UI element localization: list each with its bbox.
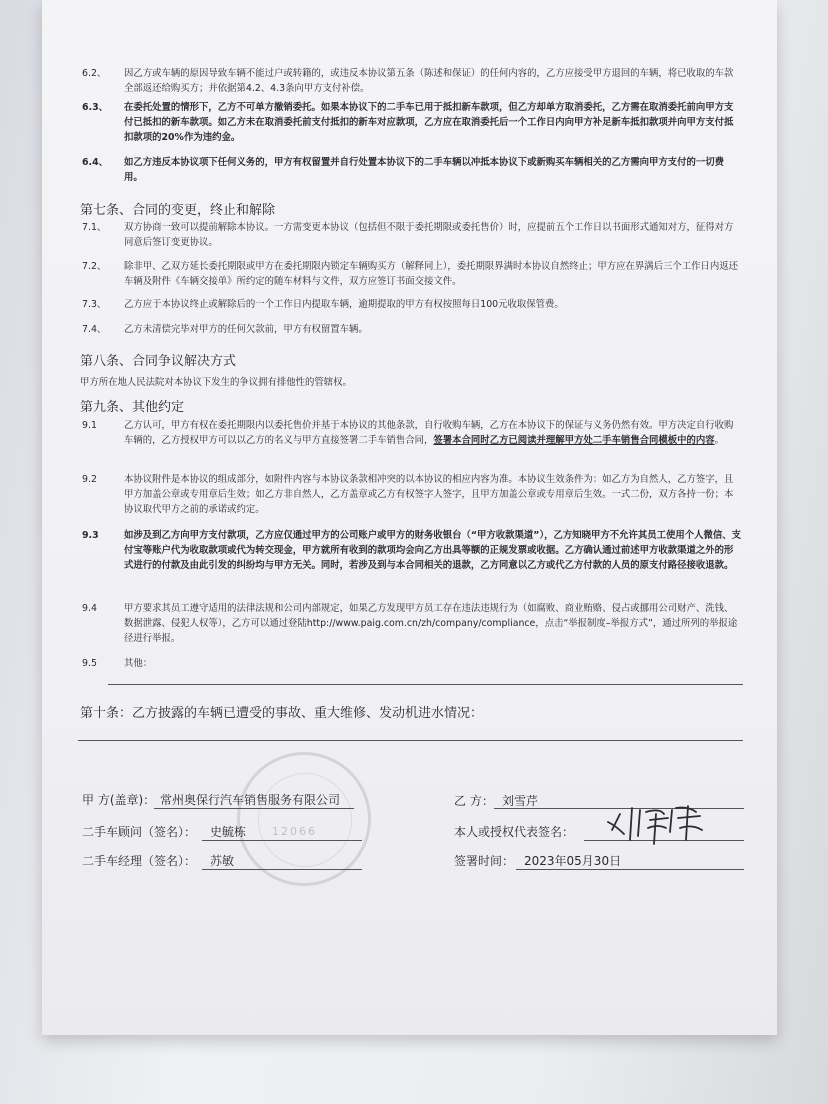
clause-7-4 — [82, 322, 742, 337]
clause-6-2 — [82, 66, 742, 96]
clause-text: 双方协商一致可以提前解除本协议。一方需变更本协议（包括但不限于委托期限或委托售价）时，应提前五个工作日以书面形式通知对方，征得对方同意后签订变更协议。 — [124, 222, 734, 248]
clause-9-3 — [82, 528, 742, 573]
article-7-heading: 第七条、合同的变更，终止和解除 — [80, 203, 276, 218]
clause-7-2 — [82, 259, 742, 289]
clause-text: 乙方应于本协议终止或解除后的一个工作日内提取车辆，逾期提取的甲方有权按照每日100元收取保管费。 — [124, 299, 564, 310]
clause-9-5 — [82, 656, 742, 671]
article-8-heading: 第八条、合同争议解决方式 — [80, 354, 237, 369]
clause-9-4 — [82, 601, 742, 646]
clause-text: 如涉及到乙方向甲方支付款项，乙方应仅通过甲方的公司账户或甲方的财务收银台（“甲方收款渠道”），乙方知晓甲方不允许其员工使用个人微信、支付宝等账户代为收取款项或代为转交现金，甲方就所有收到的款项均会向乙方出具等额的正规发票或收据。乙方确认通过前述甲方收款渠道之外的形式进行的付款及由此引发的纠纷均与甲方无关。同时，若涉及到与本合同相关的退款，乙方同意以乙方或代乙方付款的人员的原支付路径接收退款。 — [124, 530, 742, 571]
clause-tail: 。 — [714, 435, 725, 446]
clause-number: 9.1 — [82, 420, 97, 431]
clause-text: 乙方未清偿完毕对甲方的任何欠款前，甲方有权留置车辆。 — [124, 324, 368, 335]
clause-number: 9.3 — [82, 530, 99, 541]
fill-line — [78, 740, 743, 741]
party-a-label: 甲 方(盖章)： — [82, 793, 156, 807]
manager-label: 二手车经理（签名）： — [82, 854, 197, 868]
signature-line — [154, 808, 354, 809]
article-8-text: 甲方所在地人民法院对本协议下发生的争议拥有排他性的管辖权。 — [80, 377, 352, 388]
representative-label: 本人或授权代表签名： — [454, 825, 575, 839]
contract-page — [42, 0, 777, 1035]
consultant-label: 二手车顾问（签名）： — [82, 825, 197, 839]
fill-line — [108, 684, 743, 685]
clause-text: 除非甲、乙双方延长委托期限或甲方在委托期限内锁定车辆购买方（解释同上），委托期限界满时本协议自然终止；甲方应在界满后三个工作日内返还车辆及附件《车辆交接单》所约定的随车材料与文件，双方应签订书面交接文件。 — [124, 261, 739, 287]
clause-number: 7.2、 — [82, 261, 107, 272]
clause-text: 甲方要求其员工遵守适用的法律法规和公司内部规定，如果乙方发现甲方员工存在违法违规行为（如腐败、商业贿赂、侵占或挪用公司财产、洗钱、数据泄露、侵犯人权等），乙方可以通过登陆http://www.paig.com.cn/zh/company/compliance，点击“举报制度–举报方式”，通过所列的举报途径进行举报。 — [124, 603, 738, 644]
clause-text: 本协议附件是本协议的组成部分，如附件内容与本协议条款相冲突的以本协议的相应内容为准。本协议生效条件为：如乙方为自然人，乙方签字，且甲方加盖公章或专用章后生效；如乙方非自然人，乙方盖章或乙方有权签字人签字，且甲方加盖公章或专用章后生效。一式二份，双方各持一份；本协议取代甲方之前的承诺或约定。 — [124, 474, 734, 515]
party-a-value: 常州奥保行汽车销售服务有限公司 — [160, 793, 341, 807]
date-value: 2023年05月30日 — [524, 854, 622, 868]
article-9-heading: 第九条、其他约定 — [80, 400, 185, 415]
signature-line — [516, 869, 744, 870]
clause-6-4 — [82, 155, 742, 185]
clause-number: 6.4、 — [82, 157, 108, 168]
clause-number: 9.2 — [82, 474, 97, 485]
article-10-heading: 第十条：乙方披露的车辆已遭受的事故、重大维修、发动机进水情况： — [80, 706, 484, 721]
clause-text: 如乙方违反本协议项下任何义务的，甲方有权留置并自行处置本协议下的二手车辆以冲抵本协议下或新购买车辆相关的乙方需向甲方支付的一切费用。 — [124, 157, 725, 183]
clause-7-1 — [82, 220, 742, 250]
seal-number: 12066 — [272, 825, 317, 838]
clause-9-1 — [82, 418, 742, 448]
company-seal — [237, 752, 371, 886]
date-label: 签署时间： — [454, 854, 515, 868]
clause-number: 9.4 — [82, 603, 97, 614]
clause-number: 9.5 — [82, 658, 97, 669]
clause-text: 在委托处置的情形下，乙方不可单方撤销委托。如果本协议下的二手车已用于抵扣新车款项，但乙方却单方取消委托，乙方需在取消委托前向甲方支付已抵扣的新车款项。如乙方未在取消委托前支付抵扣的新车对应款项，乙方应在取消委托后一个工作日内向甲方补足新车抵扣款项并向甲方支付抵扣款项的20%作为违约金。 — [124, 102, 734, 143]
seal-inner-ring — [258, 773, 352, 867]
signature-line — [202, 840, 362, 841]
party-b-label: 乙 方： — [454, 794, 494, 808]
clause-6-3 — [82, 100, 742, 145]
party-b-value: 刘雪芹 — [502, 794, 539, 808]
clause-number: 7.4、 — [82, 324, 107, 335]
signature-line — [202, 869, 362, 870]
manager-value: 苏敏 — [210, 854, 235, 868]
clause-text: 乙方认可，甲方有权在委托期限内以委托售价并基于本协议的其他条款，自行收购车辆，乙方在本协议下的保证与义务仍然有效。甲方决定自行收购车辆的，乙方授权甲方可以以乙方的名义与甲方直接签署二手车销售合同， — [124, 420, 734, 446]
handwritten-signature — [602, 800, 722, 846]
clause-7-3 — [82, 297, 742, 312]
clause-number: 7.1、 — [82, 222, 107, 233]
clause-number: 6.2、 — [82, 68, 107, 79]
clause-text: 因乙方或车辆的原因导致车辆不能过户或转籍的，或违反本协议第五条（陈述和保证）的任何内容的，乙方应接受甲方退回的车辆，将已收取的车款全部返还给购买方；并依据第4.2、4.3条向甲方支付补偿。 — [124, 68, 734, 94]
clause-number: 7.3、 — [82, 299, 107, 310]
consultant-value: 史毓栋 — [210, 825, 247, 839]
clause-number: 6.3、 — [82, 102, 108, 113]
clause-emphasis: 签署本合同时乙方已阅读并理解甲方处二手车销售合同模板中的内容 — [433, 435, 715, 446]
clause-9-2 — [82, 472, 742, 517]
clause-text: 其他： — [124, 658, 153, 669]
